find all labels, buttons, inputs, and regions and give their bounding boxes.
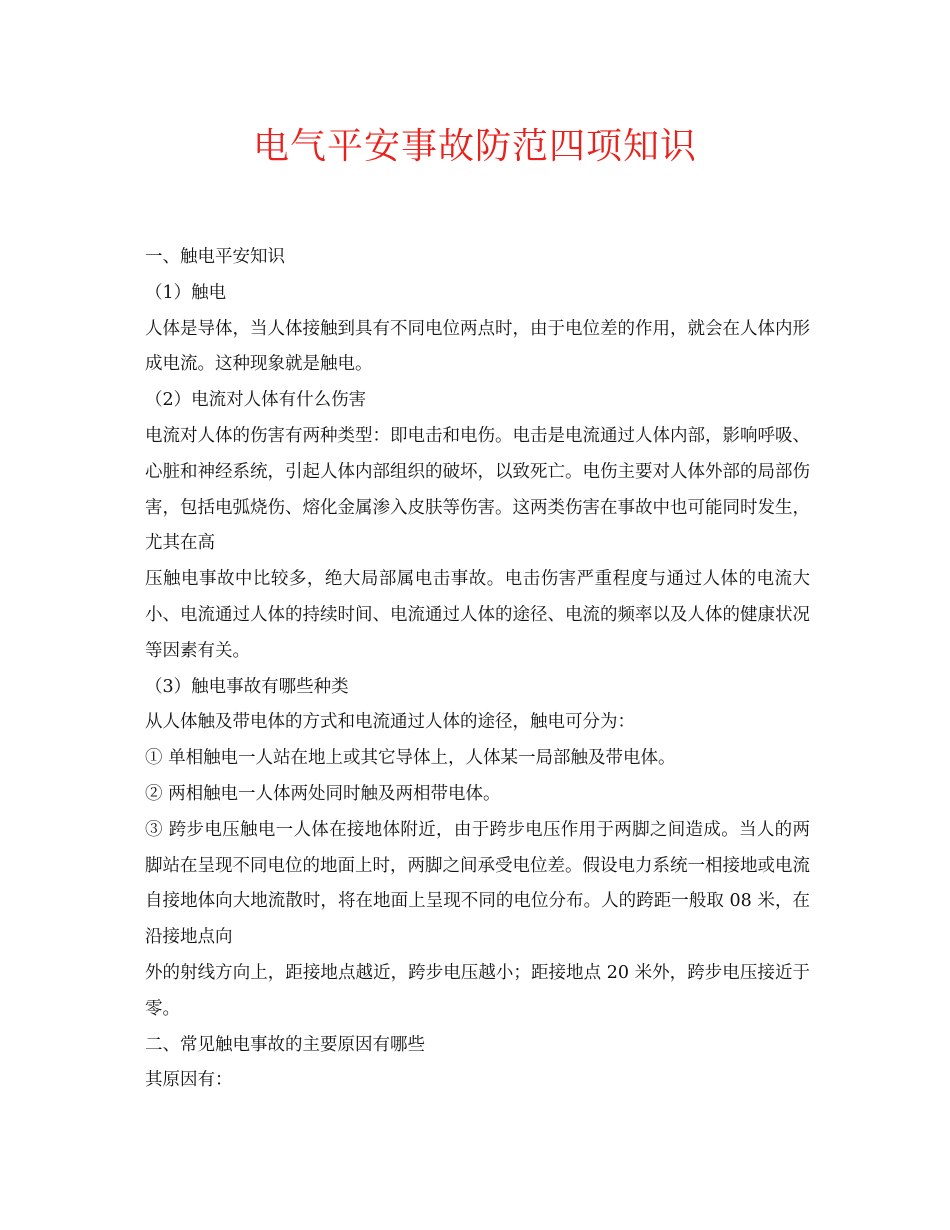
subheading-1: （1）触电 — [145, 282, 227, 303]
paragraph: 外的射线方向上，距接地点越近，跨步电压越小；距接地点 20 米外，跨步电压接近于零。 — [145, 962, 810, 1019]
list-item: ③ 跨步电压触电一人体在接地体附近，由于跨步电压作用于两脚之间造成。当人的两脚站在呈现不同电位的地面上时，两脚之间承受电位差。假设电力系统一相接地或电流自接地体向大地流散时，将在地面上呈现不同的电位分布。人的跨距一般取 08 米，在沿接地点向 — [145, 819, 810, 948]
list-item: ② 两相触电一人体两处同时触及两相带电体。 — [145, 783, 501, 804]
paragraph: 压触电事故中比较多，绝大局部属电击事故。电击伤害严重程度与通过人体的电流大小、电流通过人体的持续时间、电流通过人体的途径、电流的频率以及人体的健康状况等因素有关。 — [145, 569, 810, 661]
subheading-3: （3）触电事故有哪些种类 — [145, 676, 349, 697]
paragraph: 其原因有： — [145, 1070, 233, 1091]
paragraph: 从人体触及带电体的方式和电流通过人体的途径，触电可分为： — [145, 712, 635, 733]
section-heading-1: 一、触电平安知识 — [145, 247, 285, 267]
section-heading-2: 二、常见触电事故的主要原因有哪些 — [145, 1034, 425, 1055]
page-title: 电气平安事故防范四项知识 — [252, 126, 697, 167]
paragraph: 人体是导体，当人体接触到具有不同电位两点时，由于电位差的作用，就会在人体内形成电流。这种现象就是触电。 — [145, 318, 810, 375]
subheading-2: （2）电流对人体有什么伤害 — [145, 390, 367, 411]
body-text — [145, 240, 810, 1099]
list-item: ① 单相触电一人站在地上或其它导体上，人体某一局部触及带电体。 — [145, 748, 676, 769]
paragraph: 电流对人体的伤害有两种类型：即电击和电伤。电击是电流通过人体内部，影响呼吸、心脏和神经系统，引起人体内部组织的破坏，以致死亡。电伤主要对人体外部的局部伤害，包括电弧烧伤、熔化金属渗入皮肤等伤害。这两类伤害在事故中也可能同时发生，尤其在高 — [145, 425, 810, 554]
